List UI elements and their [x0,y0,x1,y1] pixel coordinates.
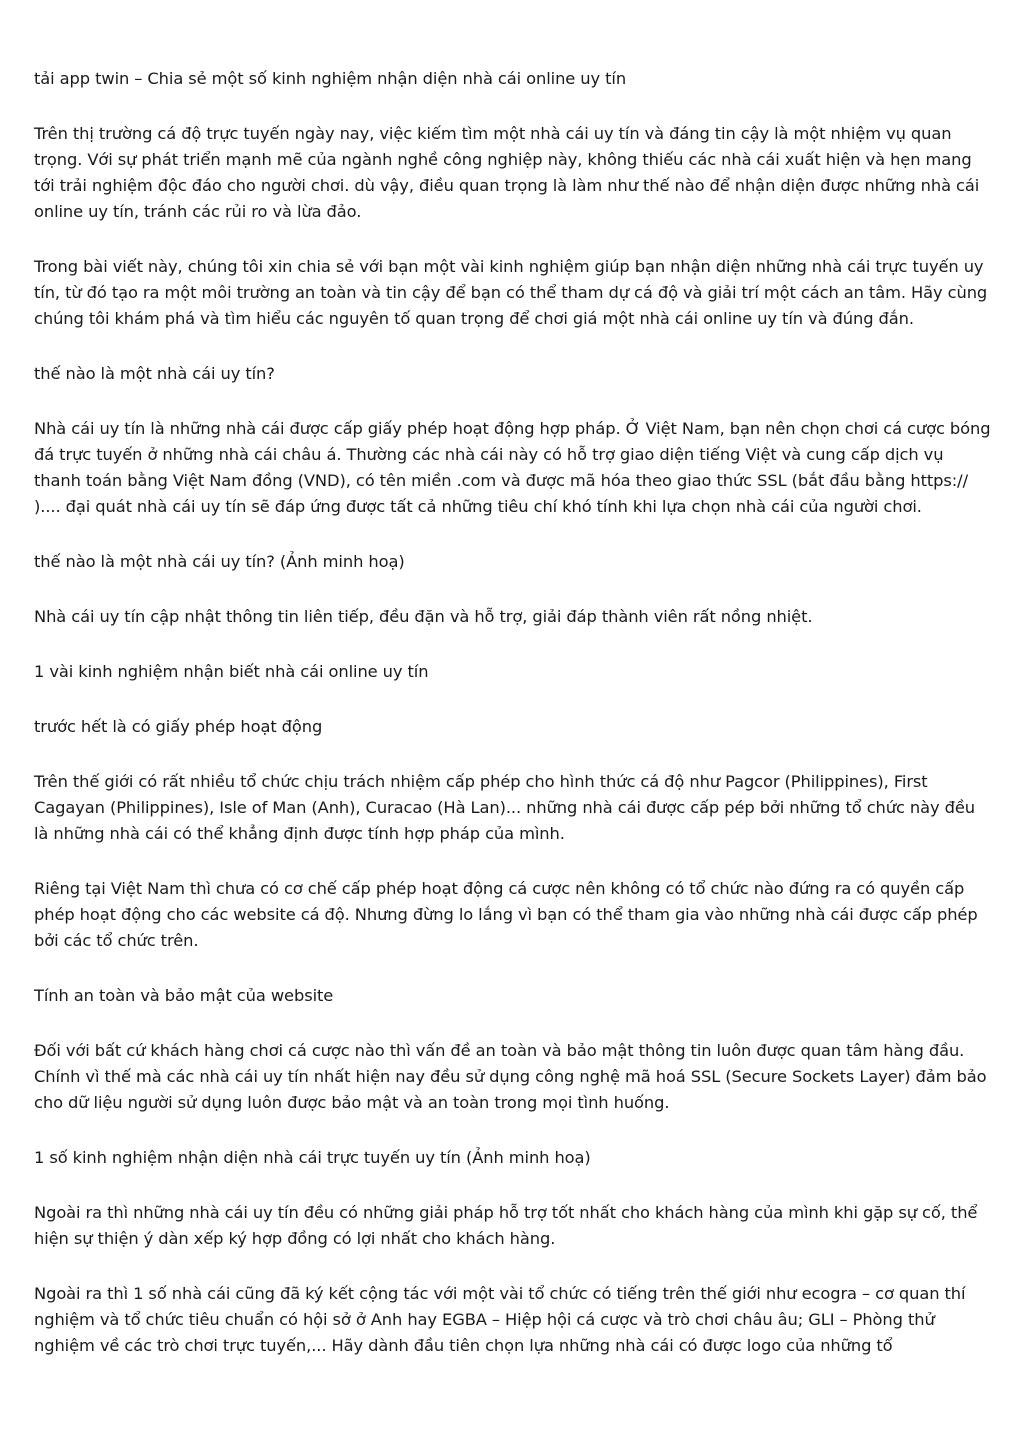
document-body [34,66,992,1388]
paragraph: Riêng tại Việt Nam thì chưa có cơ chế cấp phép hoạt động cá cược nên không có tổ chức nào đứng ra có quyền cấp phép hoạt động cho các website cá độ. Nhưng đừng lo lắng vì bạn có thể tham gia vào những nhà cái được cấp phép bởi các tổ chức trên. [34,879,978,950]
image-caption: thế nào là một nhà cái uy tín? (Ảnh minh hoạ) [34,552,405,571]
paragraph: Ngoài ra thì những nhà cái uy tín đều có những giải pháp hỗ trợ tốt nhất cho khách hàng của mình khi gặp sự cố, thể hiện sự thiện ý dàn xếp ký hợp đồng có lợi nhất cho khách hàng. [34,1203,978,1248]
paragraph: Trong bài viết này, chúng tôi xin chia sẻ với bạn một vài kinh nghiệm giúp bạn nhận diện những nhà cái trực tuyến uy tín, từ đó tạo ra một môi trường an toàn và tin cậy để bạn có thể tham dự cá độ và giải trí một cách an tâm. Hãy cùng chúng tôi khám phá và tìm hiểu các nguyên tố quan trọng để chơi giá một nhà cái online uy tín và đúng đắn. [34,257,988,328]
section-heading: 1 vài kinh nghiệm nhận biết nhà cái online uy tín [34,662,429,681]
paragraph: Trên thế giới có rất nhiều tổ chức chịu trách nhiệm cấp phép cho hình thức cá độ như Pagcor (Philippines), First Cagayan (Philippines), Isle of Man (Anh), Curacao (Hà Lan)... những nhà cái được cấp pép bởi những tổ chức này đều là những nhà cái có thể khẳng định được tính hợp pháp của mình. [34,772,975,843]
paragraph: Trên thị trường cá độ trực tuyến ngày nay, việc kiếm tìm một nhà cái uy tín và đáng tin cậy là một nhiệm vụ quan trọng. Với sự phát triển mạnh mẽ của ngành nghề công nghiệp này, không thiếu các nhà cái xuất hiện và hẹn mang tới trải nghiệm độc đáo cho người chơi. dù vậy, điều quan trọng là làm như thế nào để nhận diện được những nhà cái online uy tín, tránh các rủi ro và lừa đảo. [34,124,980,221]
subsection-heading: trước hết là có giấy phép hoạt động [34,717,323,736]
paragraph: Nhà cái uy tín cập nhật thông tin liên tiếp, đều đặn và hỗ trợ, giải đáp thành viên rất nồng nhiệt. [34,607,813,626]
paragraph: Đối với bất cứ khách hàng chơi cá cược nào thì vấn đề an toàn và bảo mật thông tin luôn được quan tâm hàng đầu. Chính vì thế mà các nhà cái uy tín nhất hiện nay đều sử dụng công nghệ mã hoá SSL (Secure Sockets Layer) đảm bảo cho dữ liệu người sử dụng luôn được bảo mật và an toàn trong mọi tình huống. [34,1041,987,1112]
image-caption: 1 số kinh nghiệm nhận diện nhà cái trực tuyến uy tín (Ảnh minh hoạ) [34,1148,591,1167]
subsection-heading: Tính an toàn và bảo mật của website [34,986,334,1005]
section-heading: thế nào là một nhà cái uy tín? [34,364,275,383]
document-title: tải app twin – Chia sẻ một số kinh nghiệm nhận diện nhà cái online uy tín [34,69,627,88]
paragraph: Ngoài ra thì 1 số nhà cái cũng đã ký kết cộng tác với một vài tổ chức có tiếng trên thế giới như ecogra – cơ quan thí nghiệm và tổ chức tiêu chuẩn có hội sở ở Anh hay EGBA – Hiệp hội cá cược và trò chơi châu âu; GLI – Phòng thử nghiệm về các trò chơi trực tuyến,... Hãy dành đầu tiên chọn lựa những nhà cái có được logo của những tổ [34,1284,966,1355]
paragraph: Nhà cái uy tín là những nhà cái được cấp giấy phép hoạt động hợp pháp. Ở Việt Nam, bạn nên chọn chơi cá cược bóng đá trực tuyến ở những nhà cái châu á. Thường các nhà cái này có hỗ trợ giao diện tiếng Việt và cung cấp dịch vụ thanh toán bằng Việt Nam đồng (VND), có tên miền .com và được mã hóa theo giao thức SSL (bắt đầu bằng https:// ).... đại quát nhà cái uy tín sẽ đáp ứng được tất cả những tiêu chí khó tính khi lựa chọn nhà cái của người chơi. [34,419,991,516]
